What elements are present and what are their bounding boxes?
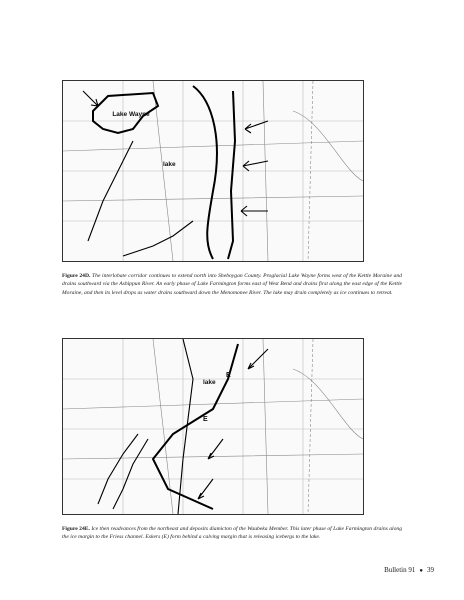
figure-24e-map-drawing	[63, 339, 363, 514]
page-footer	[384, 566, 434, 574]
figure-24e-map	[62, 338, 364, 515]
figure-24e-text: Ice then readvances from the northeast and deposits diamicton of the Waubeka Member. This later phase of Lake Farmington drains along the ice margin to the Friess channel. Eskers (E) form behind a calving margin that is releasing icebergs to the lake.	[62, 525, 402, 541]
figure-24d-text: The interlobate corridor continues to extend north into Sheboygan County. Proglacial Lake Wayne forms west of the Kettle Moraine and drains southward via the Ashippun River. An early phase of Lake Farmington forms east of West Bend and drains first along the east edge of the Kettle Moraine, and then its level drops as water drains southward down the Menomonee River. The lake may drain completely as ice continues to retreat.	[62, 272, 402, 297]
figure-24e-label: Figure 24E.	[62, 525, 90, 532]
esker-label-1: E	[226, 372, 231, 379]
lake-label-1: lake	[163, 161, 176, 168]
lake-label-2: lake	[203, 379, 216, 386]
figure-24e-caption	[62, 525, 402, 543]
figure-24d-map-drawing	[63, 81, 363, 261]
page-number: 39	[427, 566, 434, 574]
figure-24d-label: Figure 24D.	[62, 272, 91, 279]
figure-24d-caption	[62, 272, 402, 298]
bullet-separator: ●	[419, 568, 423, 574]
figure-24d-map	[62, 80, 364, 262]
esker-label-2: E	[203, 416, 208, 423]
publication-name: Bulletin 91	[384, 566, 416, 574]
lake-wayne-label-1: Lake Wayne	[112, 111, 150, 118]
